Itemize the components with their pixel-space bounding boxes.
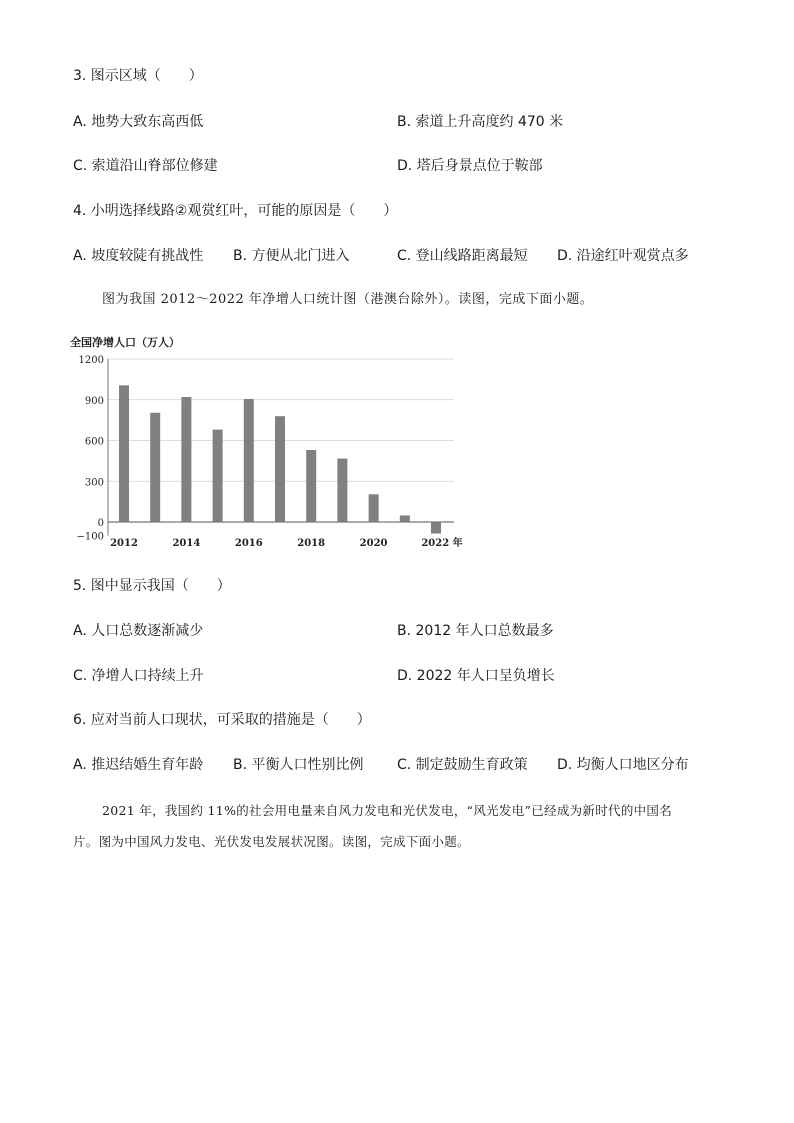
question-5-stem: 5. 图中显示我国（ ） xyxy=(73,578,231,594)
bar-2013 xyxy=(150,413,160,522)
question-6-option-a: A. 推迟结婚生育年龄 xyxy=(73,757,204,773)
x-tick-label: 2022 年 xyxy=(421,538,463,549)
chart-bars xyxy=(119,385,441,533)
bar-2017 xyxy=(275,416,285,522)
question-4-stem: 4. 小明选择线路②观赏红叶，可能的原因是（ ） xyxy=(73,203,398,219)
x-tick-label: 2016 xyxy=(234,538,263,549)
question-4-option-c: C. 登山线路距离最短 xyxy=(397,248,528,264)
question-5-option-c: C. 净增人口持续上升 xyxy=(73,668,204,684)
question-3-option-c: C. 索道沿山脊部位修建 xyxy=(73,158,218,174)
question-5-option-d: D. 2022 年人口呈负增长 xyxy=(397,668,555,684)
question-4-option-d: D. 沿途红叶观赏点多 xyxy=(557,248,689,264)
question-3-option-b: B. 索道上升高度约 470 米 xyxy=(397,114,564,130)
bar-2022 xyxy=(431,522,441,534)
bar-2015 xyxy=(213,430,223,522)
x-tick-label: 2020 xyxy=(359,538,388,549)
question-6-option-c: C. 制定鼓励生育政策 xyxy=(397,757,528,773)
question-5-option-b: B. 2012 年人口总数最多 xyxy=(397,623,554,639)
question-6-stem: 6. 应对当前人口现状，可采取的措施是（ ） xyxy=(73,712,371,728)
question-6-option-d: D. 均衡人口地区分布 xyxy=(557,757,689,773)
question-4-option-b: B. 方便从北门进入 xyxy=(233,248,350,264)
question-5-option-a: A. 人口总数逐渐减少 xyxy=(73,623,204,639)
x-tick-label: 2014 xyxy=(172,538,201,549)
bar-2014 xyxy=(181,397,191,522)
y-tick-label: 900 xyxy=(84,395,104,407)
x-tick-label: 2012 xyxy=(110,538,138,549)
question-3-option-d: D. 塔后身景点位于鞍部 xyxy=(397,158,543,174)
energy-intro-line-1: 2021 年，我国约 11%的社会用电量来自风力发电和光伏发电，“风光发电”已经成为新时代的中国名 xyxy=(102,803,673,818)
bar-2021 xyxy=(400,515,410,522)
y-tick-label: 600 xyxy=(84,436,104,448)
question-3-stem: 3. 图示区域（ ） xyxy=(73,68,203,84)
question-3-option-a: A. 地势大致东高西低 xyxy=(73,114,204,130)
y-tick-label: 300 xyxy=(84,477,104,489)
bar-2019 xyxy=(337,459,347,522)
bar-2012 xyxy=(119,385,129,522)
y-tick-label: −100 xyxy=(76,531,104,543)
bar-2020 xyxy=(369,494,379,522)
y-tick-label: 0 xyxy=(97,518,104,529)
net-population-bar-chart xyxy=(68,330,468,552)
y-tick-label: 1200 xyxy=(78,355,104,366)
chart-title: 全国净增人口（万人） xyxy=(70,336,180,349)
chart-intro-text: 图为我国 2012～2022 年净增人口统计图（港澳台除外）。读图，完成下面小题。 xyxy=(102,292,594,307)
bar-2018 xyxy=(306,450,316,522)
question-6-option-b: B. 平衡人口性别比例 xyxy=(233,757,364,773)
energy-intro-line-2: 片。图为中国风力发电、光伏发电发展状况图。读图，完成下面小题。 xyxy=(73,834,470,849)
bar-2016 xyxy=(244,399,254,522)
question-4-option-a: A. 坡度较陡有挑战性 xyxy=(73,248,204,264)
x-tick-label: 2018 xyxy=(297,538,326,549)
